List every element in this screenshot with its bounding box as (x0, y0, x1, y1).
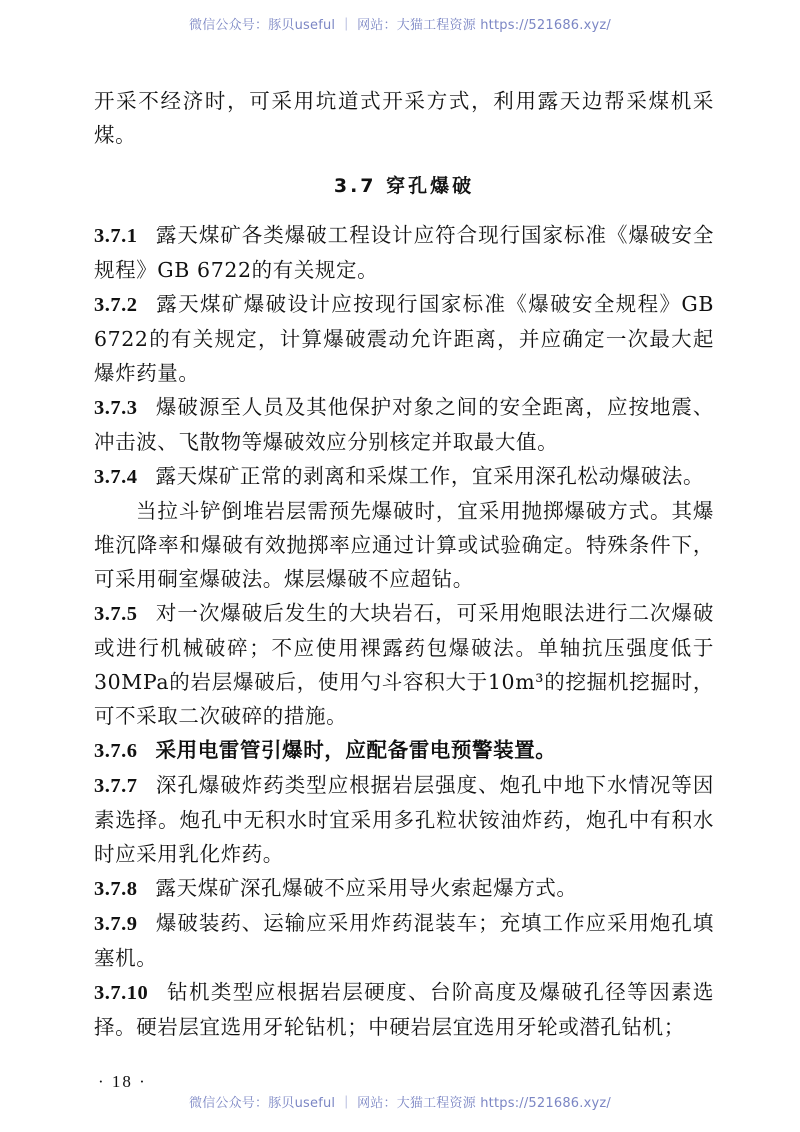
clause-3-7-3 (94, 390, 714, 459)
clause-number: 3.7.4 (94, 466, 138, 488)
clause-text: 爆破源至人员及其他保护对象之间的安全距离，应按地震、冲击波、飞散物等爆破效应分别核定并取最大值。 (94, 395, 714, 454)
clause-number: 3.7.6 (94, 740, 138, 762)
clause-number: 3.7.1 (94, 225, 138, 247)
clause-number: 3.7.7 (94, 775, 138, 797)
clause-3-7-1 (94, 218, 714, 287)
clause-number: 3.7.10 (94, 982, 149, 1004)
clause-3-7-4 (94, 459, 714, 494)
clause-text: 采用电雷管引爆时，应配备雷电预警装置。 (155, 738, 557, 762)
clause-3-7-6 (94, 733, 714, 768)
clause-text: 深孔爆破炸药类型应根据岩层强度、炮孔中地下水情况等因素选择。炮孔中无积水时宜采用多孔粒状铵油炸药，炮孔中有积水时应采用乳化炸药。 (94, 773, 714, 866)
clause-3-7-8 (94, 871, 714, 906)
clause-3-7-2 (94, 287, 714, 390)
clause-3-7-10 (94, 975, 714, 1044)
clause-number: 3.7.9 (94, 913, 138, 935)
clause-3-7-4-paragraph-2: 当拉斗铲倒堆岩层需预先爆破时，宜采用抛掷爆破方式。其爆堆沉降率和爆破有效抛掷率应通过计算或试验确定。特殊条件下，可采用硐室爆破法。煤层爆破不应超钻。 (94, 499, 714, 591)
page-number: · 18 · (98, 1072, 147, 1091)
clause-3-7-7 (94, 768, 714, 871)
clause-3-7-9 (94, 906, 714, 975)
clause-number: 3.7.3 (94, 397, 138, 419)
clause-text: 露天煤矿爆破设计应按现行国家标准《爆破安全规程》GB 6722的有关规定，计算爆破震动允许距离，并应确定一次最大起爆炸药量。 (94, 292, 714, 385)
watermark-top: 微信公众号：豚贝useful ｜ 网站：大猫工程资源 https://521686.xyz/ (189, 18, 611, 33)
clause-number: 3.7.8 (94, 878, 138, 900)
clause-text: 露天煤矿各类爆破工程设计应符合现行国家标准《爆破安全规程》GB 6722的有关规定。 (94, 223, 714, 282)
document-body (94, 84, 714, 1044)
clause-text: 露天煤矿正常的剥离和采煤工作，宜采用深孔松动爆破法。 (155, 464, 705, 488)
continuation-paragraph: 开采不经济时，可采用坑道式开采方式，利用露天边帮采煤机采煤。 (94, 89, 714, 147)
clause-3-7-5 (94, 596, 714, 733)
clause-text: 露天煤矿深孔爆破不应采用导火索起爆方式。 (155, 876, 578, 900)
clause-number: 3.7.2 (94, 294, 138, 316)
watermark-bottom: 微信公众号：豚贝useful ｜ 网站：大猫工程资源 https://521686.xyz/ (189, 1096, 611, 1111)
clause-text: 对一次爆破后发生的大块岩石，可采用炮眼法进行二次爆破或进行机械破碎；不应使用裸露药包爆破法。单轴抗压强度低于30MPa的岩层爆破后，使用勺斗容积大于10m³的挖掘机挖掘时，可不采取二次破碎的措施。 (94, 601, 714, 728)
clause-number: 3.7.5 (94, 603, 138, 625)
clause-text: 爆破装药、运输应采用炸药混装车；充填工作应采用炮孔填塞机。 (94, 911, 714, 970)
section-title: 3.7 穿孔爆破 (333, 175, 475, 197)
clause-text: 钻机类型应根据岩层硬度、台阶高度及爆破孔径等因素选择。硬岩层宜选用牙轮钻机；中硬岩层宜选用牙轮或潜孔钻机； (94, 980, 714, 1039)
